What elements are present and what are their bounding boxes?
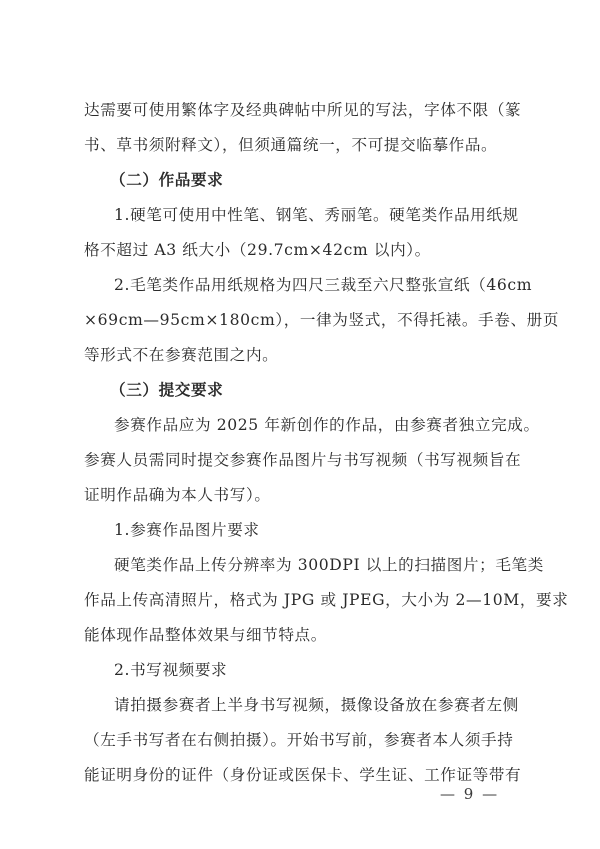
body-line-20: 能证明身份的证件（身份证或医保卡、学生证、工作证等带有 xyxy=(84,766,522,784)
body-line-8: 等形式不在参赛范围之内。 xyxy=(84,346,279,364)
subheading-1: 1.参赛作品图片要求 xyxy=(114,521,260,539)
section-heading-2: （二）作品要求 xyxy=(110,171,224,189)
body-line-11: 参赛人员需同时提交参赛作品图片与书写视频（书写视频旨在 xyxy=(84,451,522,469)
body-line-19: （左手书写者在右侧拍摄）。开始书写前，参赛者本人须手持 xyxy=(84,731,514,749)
body-line-7: ×69cm—95cm×180cm），一律为竖式，不得托裱。手卷、册页 xyxy=(84,311,560,329)
body-line-2: 书、草书须附释文），但须通篇统一，不可提交临摹作品。 xyxy=(84,136,498,154)
body-line-18: 请拍摄参赛者上半身书写视频，摄像设备放在参赛者左侧 xyxy=(114,696,519,714)
body-line-15: 作品上传高清照片，格式为 JPG 或 JPEG，大小为 2—10M，要求 xyxy=(84,591,569,609)
body-line-5: 格不超过 A3 纸大小（29.7cm×42cm 以内）。 xyxy=(84,241,431,259)
section-heading-3: （三）提交要求 xyxy=(110,381,224,399)
subheading-2: 2.书写视频要求 xyxy=(114,661,228,679)
body-line-12: 证明作品确为本人书写）。 xyxy=(84,486,271,504)
body-line-4: 1.硬笔可使用中性笔、钢笔、秀丽笔。硬笔类作品用纸规 xyxy=(114,206,519,224)
body-line-1: 达需要可使用繁体字及经典碑帖中所见的写法，字体不限（篆 xyxy=(84,101,522,119)
body-line-14: 硬笔类作品上传分辨率为 300DPI 以上的扫描图片；毛笔类 xyxy=(114,556,544,574)
body-line-16: 能体现作品整体效果与细节特点。 xyxy=(84,626,327,644)
body-line-6: 2.毛笔类作品用纸规格为四尺三裁至六尺整张宣纸（46cm xyxy=(114,276,533,294)
body-line-10: 参赛作品应为 2025 年新创作的作品，由参赛者独立完成。 xyxy=(114,416,540,434)
page-number: — 9 — xyxy=(440,785,500,803)
